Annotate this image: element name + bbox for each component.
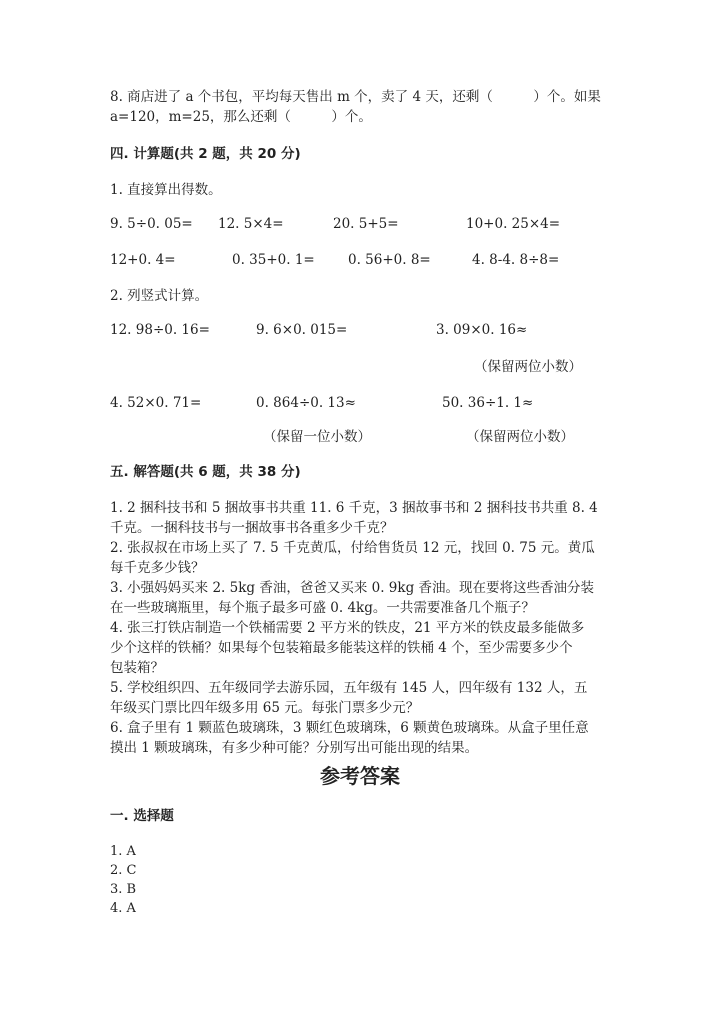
word-problem-line: 每千克多少钱？ xyxy=(110,560,205,576)
word-problem-line: 3. 小强妈妈买来 2. 5kg 香油，爸爸又买来 0. 9kg 香油。现在要将这些香油分装 xyxy=(110,580,595,596)
vertical-calc-item: 0. 864÷0. 13≈ xyxy=(256,395,356,411)
answer-key-title: 参考答案 xyxy=(320,764,400,788)
word-problem-line: 1. 2 捆科技书和 5 捆故事书共重 11. 6 千克，3 捆故事书和 2 捆科技书共重 8. 4 xyxy=(110,500,598,516)
calc-item: 9. 5÷0. 05= xyxy=(110,216,193,232)
vertical-calc-item: 12. 98÷0. 16= xyxy=(110,322,210,338)
answer-item: 4. A xyxy=(110,901,136,916)
calc-item: 10+0. 25×4= xyxy=(466,216,561,232)
answer-item: 3. B xyxy=(110,882,137,897)
section-4-q2-title: 2. 列竖式计算。 xyxy=(110,288,209,304)
calc-item: 0. 56+0. 8= xyxy=(348,252,431,268)
vertical-calc-item: 9. 6×0. 015= xyxy=(256,322,348,338)
word-problem-line: 在一些玻璃瓶里，每个瓶子最多可盛 0. 4kg。一共需要准备几个瓶子？ xyxy=(110,600,535,616)
word-problem-line: 千克。一捆科技书与一捆故事书各重多少千克？ xyxy=(110,520,394,536)
calc-item: 0. 35+0. 1= xyxy=(232,252,315,268)
calc-item: 20. 5+5= xyxy=(333,216,399,232)
section-4-heading: 四. 计算题(共 2 题，共 20 分) xyxy=(110,146,301,162)
calc-item: 12+0. 4= xyxy=(110,252,176,268)
vertical-calc-item: 50. 36÷1. 1≈ xyxy=(442,395,534,411)
question-8-line-1: 8. 商店进了 a 个书包，平均每天售出 m 个，卖了 4 天，还剩（ ）个。如果 xyxy=(110,89,601,105)
word-problem-line: 5. 学校组织四、五年级同学去游乐园，五年级有 145 人，四年级有 132 人，五 xyxy=(110,680,588,696)
rounding-note: （保留一位小数） xyxy=(263,429,371,445)
rounding-note: （保留两位小数） xyxy=(474,359,582,375)
calc-item: 12. 5×4= xyxy=(218,216,284,232)
word-problem-line: 少个这样的铁桶？如果每个包装箱最多能装这样的铁桶 4 个，至少需要多少个 xyxy=(110,640,573,656)
answer-item: 2. C xyxy=(110,863,137,878)
answer-section-1-heading: 一. 选择题 xyxy=(110,808,174,824)
word-problem-line: 年级买门票比四年级多用 65 元。每张门票多少元？ xyxy=(110,700,420,716)
vertical-calc-item: 3. 09×0. 16≈ xyxy=(436,322,528,338)
word-problem-line: 6. 盒子里有 1 颗蓝色玻璃珠，3 颗红色玻璃珠，6 颗黄色玻璃珠。从盒子里任意 xyxy=(110,720,589,736)
word-problem-line: 2. 张叔叔在市场上买了 7. 5 千克黄瓜，付给售货员 12 元，找回 0. 75 元。黄瓜 xyxy=(110,540,595,556)
answer-item: 1. A xyxy=(110,844,136,859)
question-8-line-2: a=120，m=25，那么还剩（ ）个。 xyxy=(110,109,372,125)
vertical-calc-item: 4. 52×0. 71= xyxy=(110,395,202,411)
rounding-note: （保留两位小数） xyxy=(466,429,574,445)
word-problem-line: 摸出 1 颗玻璃珠，有多少种可能？分别写出可能出现的结果。 xyxy=(110,740,479,756)
section-4-q1-title: 1. 直接算出得数。 xyxy=(110,182,222,198)
section-5-heading: 五. 解答题(共 6 题，共 38 分) xyxy=(110,464,301,480)
word-problem-line: 4. 张三打铁店制造一个铁桶需要 2 平方米的铁皮，21 平方米的铁皮最多能做多 xyxy=(110,620,585,636)
calc-item: 4. 8-4. 8÷8= xyxy=(472,252,560,268)
word-problem-line: 包装箱？ xyxy=(110,660,164,676)
